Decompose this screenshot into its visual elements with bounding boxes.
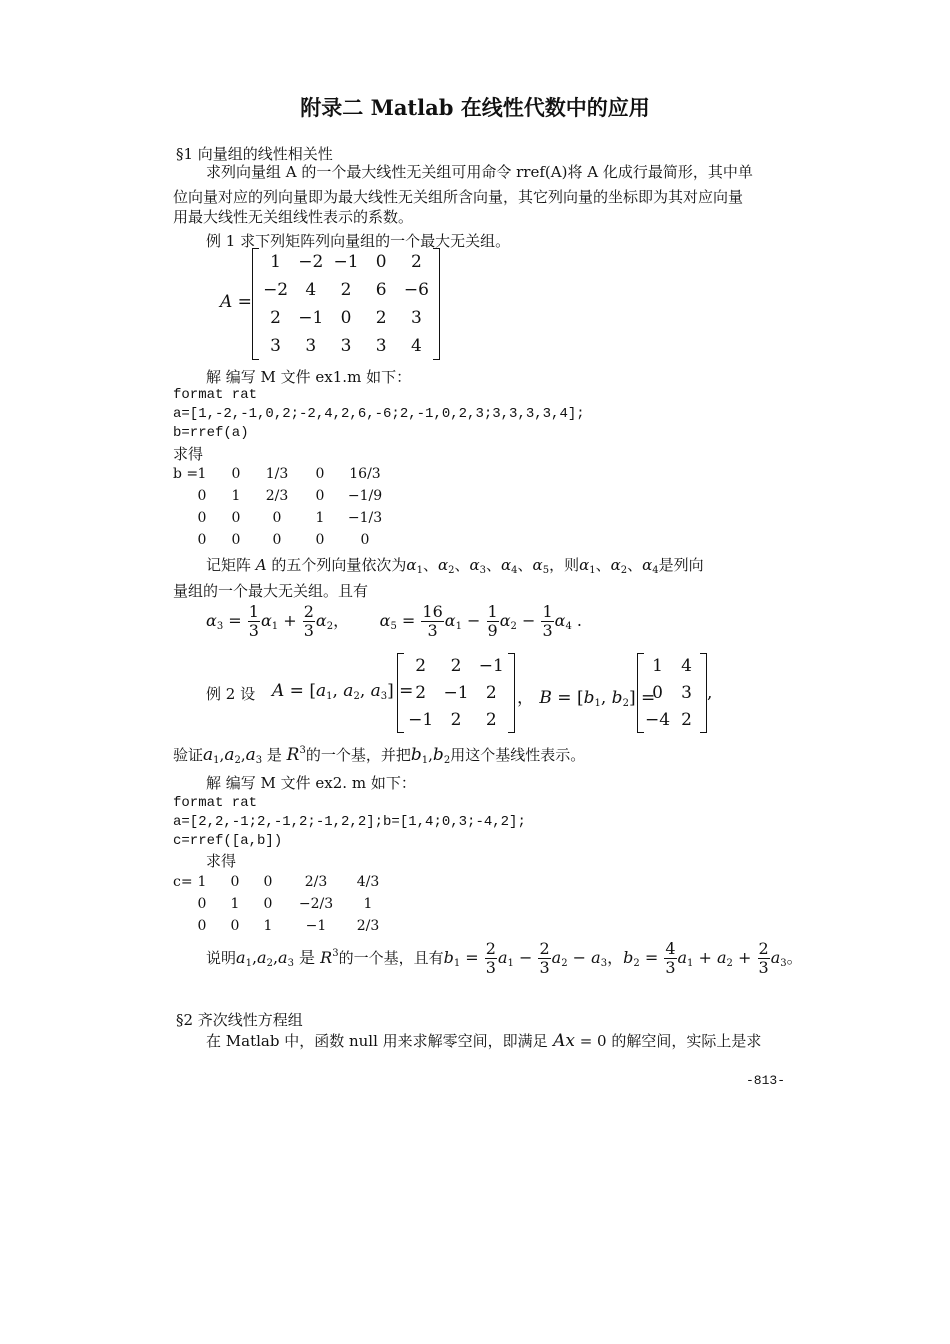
matrix-cell: 2 xyxy=(450,656,462,677)
result-cell: 0 xyxy=(231,510,241,526)
s2-text: 在 Matlab 中，函数 null 用来求解零空间，即满足 xyxy=(206,1032,548,1050)
matrix-a-label: A = xyxy=(220,292,252,312)
matrix-cell: 3 xyxy=(410,308,422,328)
note-text: 的五个列向量依次为 xyxy=(271,556,407,574)
matrix-cell: −1 xyxy=(408,709,434,730)
matrix-cell: −1 xyxy=(333,252,359,272)
matrix-cell: 3 xyxy=(375,336,387,356)
result-label: 求得 xyxy=(173,445,204,463)
matrix-a2 xyxy=(397,653,515,733)
matrix-cell: −6 xyxy=(403,280,429,300)
s2-text: 的解空间，实际上是求 xyxy=(611,1032,762,1050)
page-number: -813- xyxy=(746,1073,786,1088)
intro-line-3: 用最大线性无关组线性表示的系数。 xyxy=(173,208,414,226)
result-cell: 1 xyxy=(230,896,240,912)
result-cell: 0 xyxy=(197,896,207,912)
code-line: format rat xyxy=(173,387,258,403)
note-text: 是列向 xyxy=(658,556,704,574)
result-cell: 1 xyxy=(197,466,207,482)
result-cell: 0 xyxy=(272,510,282,526)
alpha-relations: $\alpha_3$ = $\frac{1}{3}$ $\alpha_1$ + $\frac{2}{3}$ $\alpha_2$， $\alpha_5$ = $\frac{16}{3}$ $\alpha_1$ − $\frac{1}{9}$ $\alpha_2$ − $\frac{1}{3}$ $\alpha_4$ . xyxy=(206,602,583,640)
matrix-cell: 2 xyxy=(415,656,427,677)
matrix-cell: 4 xyxy=(305,280,317,300)
note-text: ，则 xyxy=(549,556,580,574)
matrix-cell: −2 xyxy=(298,252,324,272)
section-1-heading: §1 向量组的线性相关性 xyxy=(176,145,333,163)
matrix-cell: 1 xyxy=(270,252,281,272)
section-2-heading: §2 齐次线性方程组 xyxy=(176,1011,303,1029)
matrix-cell: −1 xyxy=(478,656,504,677)
matrix-b xyxy=(637,653,707,733)
result-label: 求得 xyxy=(206,852,237,870)
result-cell: 0 xyxy=(230,874,240,890)
verify-text: 的一个基，并把 xyxy=(305,746,411,764)
matrix-cell: −4 xyxy=(644,709,671,730)
matrix-cell: 4 xyxy=(681,656,692,677)
code-line: format rat xyxy=(173,795,258,811)
result-cell: 2/3 xyxy=(304,874,328,890)
result-cell: 0 xyxy=(360,532,370,548)
matrix-cell: −1 xyxy=(298,308,324,328)
result-cell: 1/3 xyxy=(265,466,289,482)
note-line: 记矩阵 A 的五个列向量依次为$\alpha_1$、$\alpha_2$、$\alpha_3$、$\alpha_4$、$\alpha_5$，则$\alpha_1$、$\alpha_2$、$\alpha_4$是列向 xyxy=(206,556,704,576)
result-cell: 0 xyxy=(197,488,207,504)
code-line: a=[2,2,-1;2,-1,2;-1,2,2];b=[1,4;0,3;-4,2]; xyxy=(173,814,526,830)
result-cell: 0 xyxy=(263,896,273,912)
explain-text: 说明 xyxy=(206,949,237,967)
matrix-cell: 6 xyxy=(375,280,387,300)
code-line: a=[1,-2,-1,0,2;-2,4,2,6,-6;2,-1,0,2,3;3,3,3,3,4]; xyxy=(173,406,585,422)
result-cell: 0 xyxy=(231,532,241,548)
result-cell: 0 xyxy=(197,532,207,548)
a-def: $A = [a_1$, $a_2$, $a_3$] = xyxy=(272,681,414,702)
result-cell: −2/3 xyxy=(298,896,334,912)
result-cell: 0 xyxy=(197,918,207,934)
matrix-cell: 3 xyxy=(270,336,281,356)
page-title: 附录二 Matlab 在线性代数中的应用 xyxy=(300,95,650,120)
comma: , xyxy=(707,683,713,703)
intro-line-1: 求列向量组 A 的一个最大线性无关组可用命令 rref(A)将 A 化成行最简形，其中单 xyxy=(206,163,753,181)
example-1-solution: 解 编写 M 文件 ex1.m 如下： xyxy=(206,368,412,386)
result-cell: 0 xyxy=(197,510,207,526)
result-cell: 1 xyxy=(197,874,207,890)
result-cell: 4/3 xyxy=(356,874,380,890)
note-text: 记矩阵 xyxy=(206,556,252,574)
verify-text: 用这个基线性表示。 xyxy=(450,746,586,764)
matrix-cell: 1 xyxy=(652,656,663,677)
verify-text: 验证 xyxy=(173,746,204,764)
result-cell: 1 xyxy=(363,896,373,912)
example-2-solution: 解 编写 M 文件 ex2. m 如下： xyxy=(206,774,416,792)
matrix-a xyxy=(252,248,440,360)
matrix-cell: 2 xyxy=(485,682,497,703)
example-1-title: 例 1 求下列矩阵列向量组的一个最大无关组。 xyxy=(206,232,511,250)
result-cell: 0 xyxy=(315,532,325,548)
matrix-cell: 2 xyxy=(485,709,497,730)
verify-line: 验证$a_1,a_2,a_3$ 是 $R^3$的一个基，并把$b_1,b_2$用这个基线性表示。 xyxy=(173,745,586,766)
result-cell: 1 xyxy=(263,918,273,934)
intro-line-2: 位向量对应的列向量即为最大线性无关组所含向量，其它列向量的坐标即为其对应向量 xyxy=(173,188,744,206)
matrix-cell: 2 xyxy=(681,709,692,730)
explain-line: 说明$a_1,a_2,a_3$ 是 $R^3$的一个基，且有$b_1$ = $\frac{2}{3}$ $a_1$ − $\frac{2}{3}$ $a_2 - a_3$，$b_2$ = $\frac{4}{3}$ $a_1 + a_2$ + $\frac{2}{3}$ $a_3$。 xyxy=(206,939,803,977)
matrix-cell: 0 xyxy=(652,682,663,703)
matrix-cell: 3 xyxy=(681,682,692,703)
c-result-label: c= xyxy=(173,874,193,890)
note-line-2: 量组的一个最大无关组。且有 xyxy=(173,582,369,600)
matrix-cell: 2 xyxy=(450,709,462,730)
matrix-cell: 2 xyxy=(340,280,352,300)
result-cell: −1/3 xyxy=(347,510,383,526)
code-line: b=rref(a) xyxy=(173,425,249,441)
result-cell: 0 xyxy=(272,532,282,548)
matrix-cell: 0 xyxy=(375,252,387,272)
b-result-label: b = xyxy=(173,466,199,482)
matrix-cell: 4 xyxy=(410,336,422,356)
matrix-cell: 3 xyxy=(340,336,352,356)
section-2-text: 在 Matlab 中，函数 null 用来求解零空间，即满足 Ax = 0 的解空间，实际上是求 xyxy=(206,1031,762,1051)
result-cell: 16/3 xyxy=(349,466,381,482)
matrix-cell: 2 xyxy=(410,252,422,272)
result-cell: −1/9 xyxy=(347,488,383,504)
explain-text: 的一个基，且有 xyxy=(338,949,444,967)
matrix-cell: 3 xyxy=(305,336,317,356)
result-cell: 2/3 xyxy=(356,918,380,934)
matrix-cell: 2 xyxy=(375,308,387,328)
code-line: c=rref([a,b]) xyxy=(173,833,283,849)
result-cell: 1 xyxy=(231,488,241,504)
result-cell: 1 xyxy=(315,510,325,526)
result-cell: 2/3 xyxy=(265,488,289,504)
matrix-cell: −1 xyxy=(443,682,469,703)
example-2-title: 例 2 设 xyxy=(206,685,256,703)
b-def: ， $B = [b_1$, $b_2$] = xyxy=(517,688,656,709)
result-cell: −1 xyxy=(305,918,327,934)
matrix-cell: −2 xyxy=(263,280,289,300)
result-cell: 0 xyxy=(230,918,240,934)
matrix-cell: 2 xyxy=(270,308,281,328)
result-cell: 0 xyxy=(263,874,273,890)
result-cell: 0 xyxy=(315,488,325,504)
result-cell: 0 xyxy=(231,466,241,482)
result-cell: 0 xyxy=(315,466,325,482)
matrix-cell: 0 xyxy=(340,308,352,328)
matrix-cell: 2 xyxy=(415,682,427,703)
